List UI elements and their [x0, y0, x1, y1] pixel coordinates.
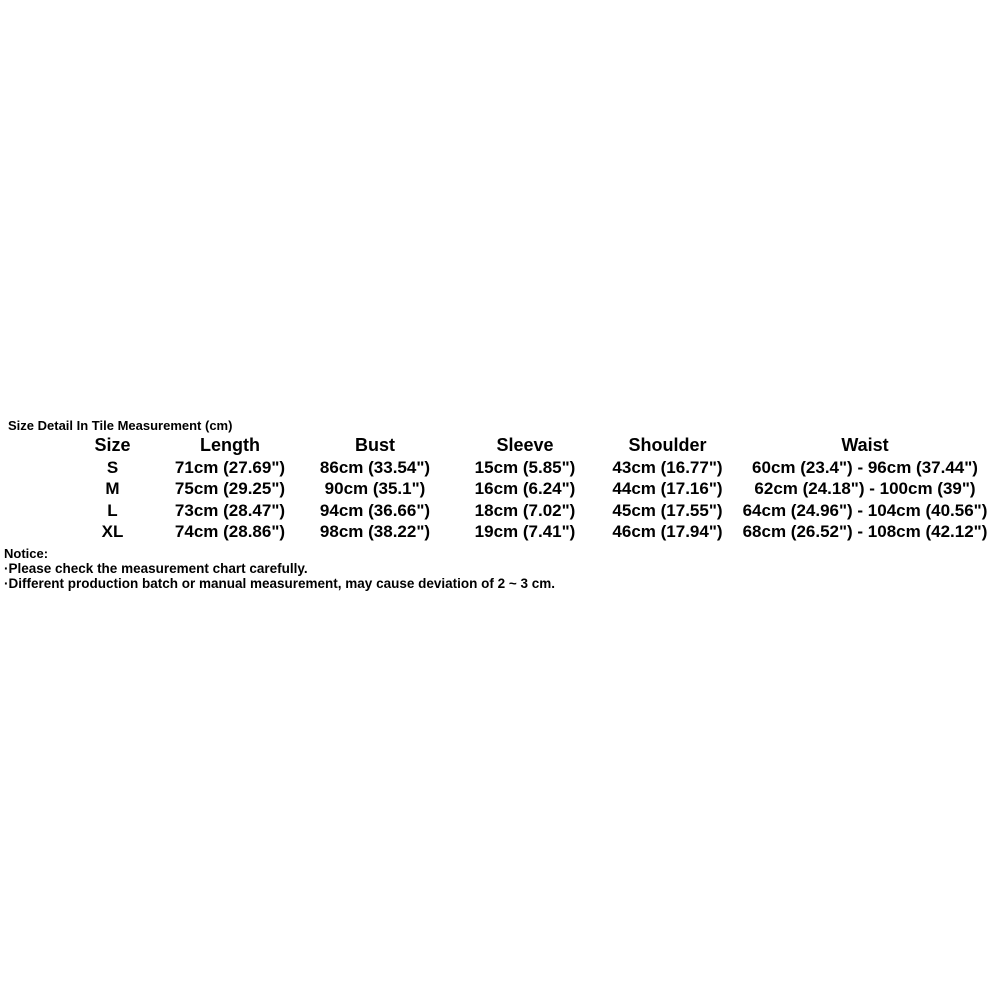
table-cell: 44cm (17.16")	[612, 479, 723, 499]
table-cell: M	[105, 479, 120, 499]
table-cell: S	[106, 457, 119, 477]
column-header-waist: Waist	[841, 435, 889, 455]
table-cell: 19cm (7.41")	[474, 522, 576, 542]
column-header-sleeve: Sleeve	[496, 435, 554, 455]
table-cell: 86cm (33.54")	[319, 457, 431, 477]
table-cell: 60cm (23.4") - 96cm (37.44")	[752, 457, 978, 477]
table-cell: 75cm (29.25")	[174, 479, 286, 499]
notice-line: ·Different production batch or manual measurement, may cause deviation of 2 ~ 3 cm.	[4, 575, 556, 591]
size-chart-content	[0, 419, 1002, 591]
table-row-m	[60, 478, 990, 500]
table-cell: 43cm (16.77")	[612, 457, 723, 477]
table-row-s	[60, 457, 990, 479]
table-cell: 90cm (35.1")	[324, 479, 426, 499]
table-cell: 94cm (36.66")	[319, 500, 431, 520]
notice-title: Notice:	[4, 545, 49, 561]
table-cell: 64cm (24.96") - 104cm (40.56")	[742, 500, 988, 520]
notice-section	[4, 546, 1002, 591]
table-cell: 73cm (28.47")	[174, 500, 286, 520]
table-row-xl	[60, 521, 990, 543]
column-header-size: Size	[94, 435, 131, 455]
table-cell: 18cm (7.02")	[474, 500, 576, 520]
table-cell: XL	[101, 522, 124, 542]
table-cell: L	[107, 500, 118, 520]
notice-lines	[4, 561, 1002, 591]
table-cell: 68cm (26.52") - 108cm (42.12")	[742, 522, 988, 542]
size-table-header-row	[60, 435, 990, 457]
table-cell: 71cm (27.69")	[174, 457, 286, 477]
column-header-length: Length	[200, 435, 260, 455]
table-cell: 74cm (28.86")	[174, 522, 286, 542]
column-header-shoulder: Shoulder	[628, 435, 707, 455]
size-chart-title: Size Detail In Tile Measurement (cm)	[8, 418, 233, 433]
table-row-l	[60, 500, 990, 522]
table-cell: 46cm (17.94")	[612, 522, 723, 542]
table-cell: 15cm (5.85")	[474, 457, 576, 477]
size-table	[60, 435, 990, 543]
column-header-bust: Bust	[355, 435, 395, 455]
table-cell: 45cm (17.55")	[612, 500, 723, 520]
table-cell: 16cm (6.24")	[474, 479, 576, 499]
table-cell: 62cm (24.18") - 100cm (39")	[754, 479, 976, 499]
table-cell: 98cm (38.22")	[319, 522, 431, 542]
notice-line: ·Please check the measurement chart carefully.	[4, 560, 308, 576]
